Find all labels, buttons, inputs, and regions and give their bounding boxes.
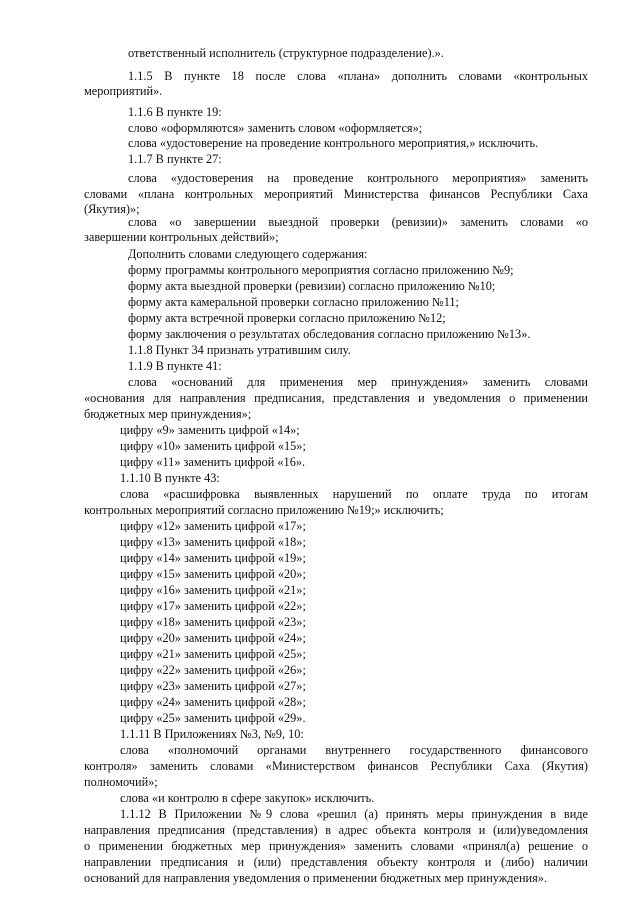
text-line: цифру «15» заменить цифрой «20»; [120, 567, 306, 581]
text-line: о применении бюджетных мер принуждения» заменить словами «принял(а) решение о [84, 839, 588, 853]
text-line: форму акта выездной проверки (ревизии) согласно приложению №10; [128, 279, 496, 293]
text-line: словами «плана контрольных мероприятий Министерства финансов Республики Саха [84, 187, 588, 201]
text-line: цифру «9» заменить цифрой «14»; [120, 423, 300, 437]
text-line: цифру «14» заменить цифрой «19»; [120, 551, 306, 565]
text-line: слова «оснований для применения мер принуждения» заменить словами [128, 375, 588, 389]
text-line: цифру «21» заменить цифрой «25»; [120, 647, 306, 661]
text-line: ответственный исполнитель (структурное подразделение).». [128, 46, 444, 60]
text-line: 1.1.6 В пункте 19: [128, 105, 222, 119]
text-line: форму программы контрольного мероприятия согласно приложению №9; [128, 263, 514, 277]
text-line: (Якутия)»; [84, 202, 140, 216]
text-line: цифру «12» заменить цифрой «17»; [120, 519, 306, 533]
text-line: форму заключения о результатах обследования согласно приложению №13». [128, 327, 531, 341]
text-line: 1.1.11 В Приложениях №3, №9, 10: [120, 727, 304, 741]
text-line: направления предписания (представления) в адрес объекта контроля и (или)уведомления [84, 823, 588, 837]
text-line: слова «расшифровка выявленных нарушений по оплате труда по итогам [120, 487, 588, 501]
text-line: 1.1.5 В пункте 18 после слова «плана» дополнить словами «контрольных [128, 69, 588, 83]
text-line: слова «полномочий органами внутреннего государственного финансового [120, 743, 588, 757]
text-line: контрольных мероприятий согласно приложению №19;» исключить; [84, 503, 444, 517]
text-line: слова «о завершении выездной проверки (ревизии)» заменить словами «о [128, 215, 588, 229]
text-line: 1.1.12 В Приложении №9 слова «решил (а) принять меры принуждения в виде [120, 807, 588, 821]
text-line: слова «удостоверение на проведение контрольного мероприятия,» исключить. [128, 136, 539, 150]
text-line: Дополнить словами следующего содержания: [128, 247, 368, 261]
text-line: цифру «24» заменить цифрой «28»; [120, 695, 306, 709]
text-line: цифру «17» заменить цифрой «22»; [120, 599, 306, 613]
text-line: цифру «13» заменить цифрой «18»; [120, 535, 306, 549]
text-line: слово «оформляются» заменить словом «оформляется»; [128, 121, 423, 135]
text-line: мероприятий». [84, 84, 163, 98]
text-line: цифру «23» заменить цифрой «27»; [120, 679, 306, 693]
text-line: слова «и контролю в сфере закупок» исключить. [120, 791, 375, 805]
text-line: полномочий»; [84, 775, 158, 789]
text-line: цифру «22» заменить цифрой «26»; [120, 663, 306, 677]
text-line: цифру «20» заменить цифрой «24»; [120, 631, 306, 645]
text-line: оснований для направления уведомления о применении бюджетных мер принуждения». [84, 871, 548, 885]
text-line: цифру «18» заменить цифрой «23»; [120, 615, 306, 629]
text-line: цифру «11» заменить цифрой «16». [120, 455, 306, 469]
text-line: 1.1.7 В пункте 27: [128, 152, 222, 166]
text-line: контроля» заменить словами «Министерством финансов Республики Саха (Якутия) [84, 759, 588, 773]
text-line: 1.1.9 В пункте 41: [128, 359, 222, 373]
text-line: цифру «10» заменить цифрой «15»; [120, 439, 306, 453]
text-line: «основания для направления предписания, представления и уведомления о применении [84, 391, 588, 405]
text-line: бюджетных мер принуждения»; [84, 407, 252, 421]
text-line: направлении предписания и (или) представления объекту контроля и (либо) наличии [84, 855, 588, 869]
text-line: цифру «16» заменить цифрой «21»; [120, 583, 306, 597]
text-line: 1.1.10 В пункте 43: [120, 471, 220, 485]
text-line: форму акта камеральной проверки согласно приложению №11; [128, 295, 459, 309]
text-line: форму акта встречной проверки согласно приложению №12; [128, 311, 446, 325]
text-line: завершении контрольных действий»; [84, 230, 279, 244]
text-line: цифру «25» заменить цифрой «29». [120, 711, 306, 725]
text-line: 1.1.8 Пункт 34 признать утратившим силу. [128, 343, 351, 357]
text-line: слова «удостоверения на проведение контрольного мероприятия» заменить [128, 171, 588, 185]
